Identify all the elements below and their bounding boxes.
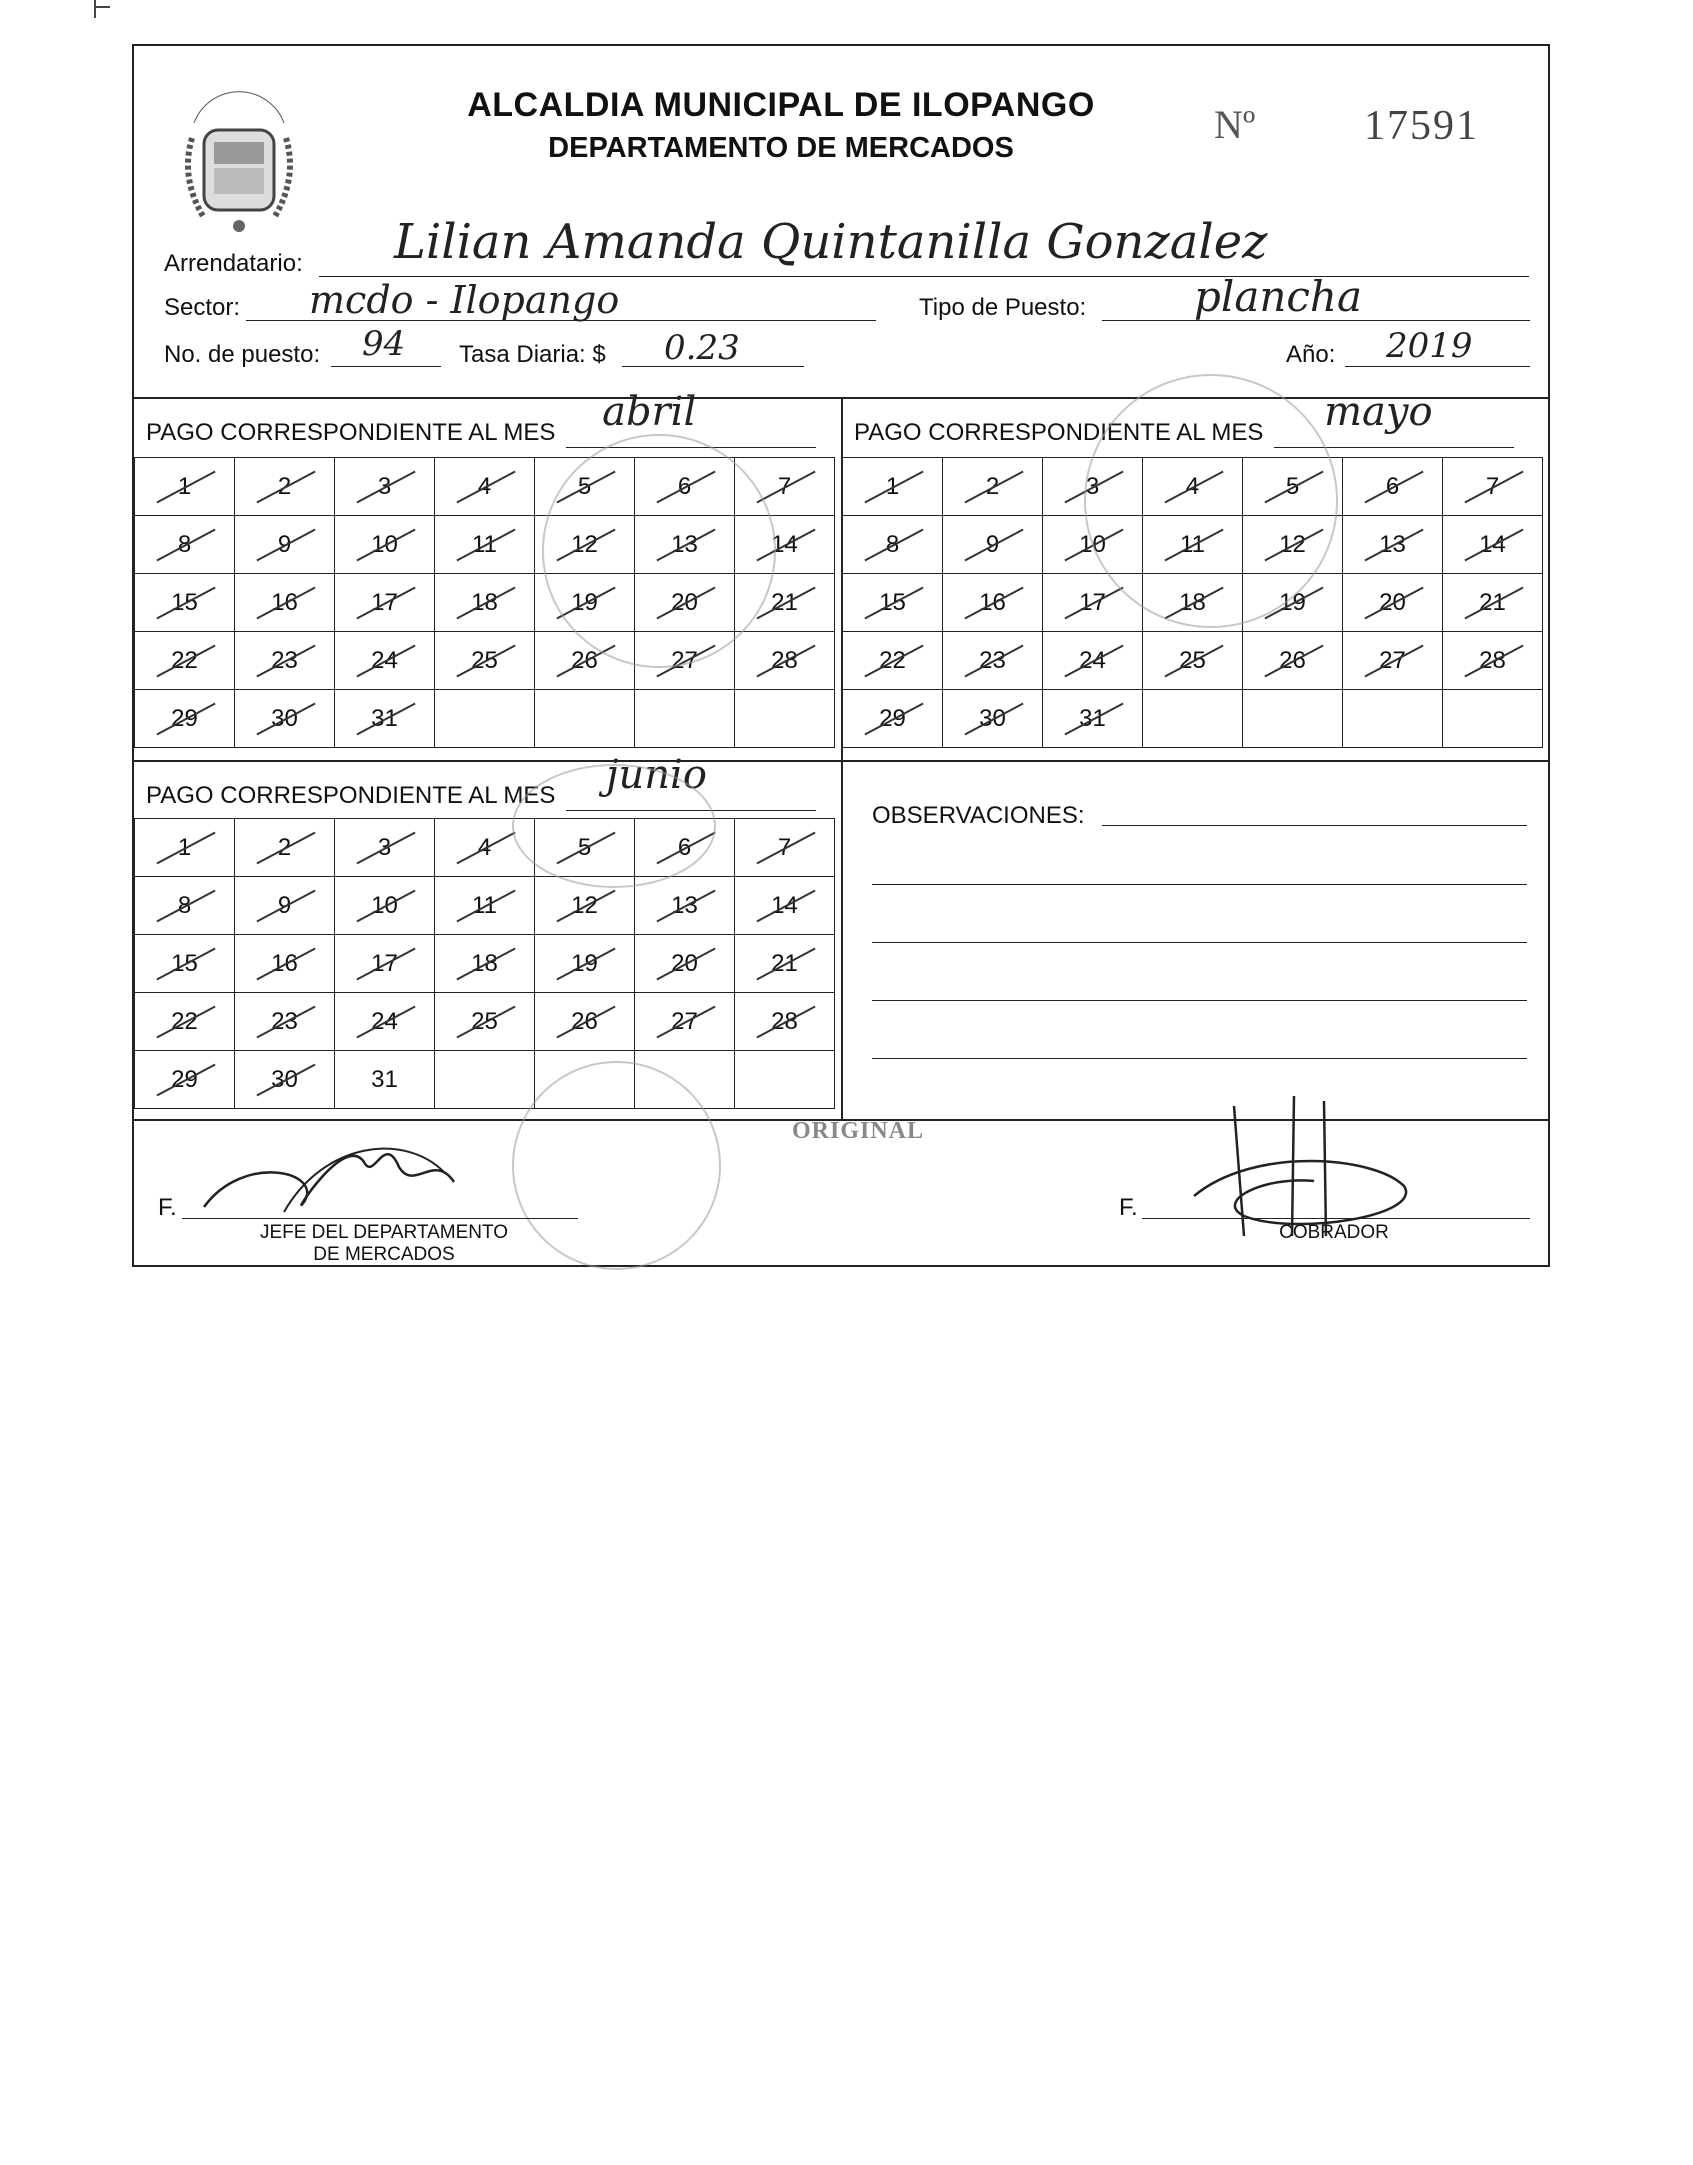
day-cell[interactable] [135, 877, 235, 935]
day-cell[interactable] [135, 993, 235, 1051]
day-cell[interactable] [1443, 516, 1543, 574]
day-cell[interactable] [943, 574, 1043, 632]
day-cell[interactable] [1143, 632, 1243, 690]
day-cell[interactable] [235, 632, 335, 690]
day-number: 15 [171, 949, 198, 977]
day-cell[interactable] [1343, 458, 1443, 516]
arrendatario-value[interactable]: Lilian Amanda Quintanilla Gonzalez [394, 214, 1268, 270]
month-name[interactable]: junio [606, 752, 707, 798]
day-number: 9 [277, 891, 292, 919]
day-cell[interactable] [735, 877, 835, 935]
crop-mark [94, 6, 110, 8]
day-number: 11 [1180, 530, 1205, 558]
day-number: 17 [371, 588, 398, 616]
tasa-label: Tasa Diaria: $ [459, 341, 606, 368]
day-number: 2 [277, 472, 292, 500]
day-number: 27 [671, 646, 698, 674]
month-name[interactable]: mayo [1324, 389, 1433, 435]
day-number: 22 [879, 646, 906, 674]
puesto-value[interactable]: 94 [362, 324, 406, 364]
day-number: 22 [171, 1007, 198, 1035]
empty-cell[interactable] [735, 1051, 835, 1109]
month-name[interactable]: abril [602, 389, 697, 435]
day-number: 18 [471, 949, 498, 977]
day-number: 6 [677, 833, 692, 861]
day-number: 23 [979, 646, 1006, 674]
days-row [135, 1051, 835, 1109]
day-cell[interactable] [735, 935, 835, 993]
days-row [135, 935, 835, 993]
day-number: 5 [577, 472, 592, 500]
empty-cell[interactable] [635, 690, 735, 748]
day-number: 1 [177, 472, 192, 500]
day-cell[interactable] [335, 993, 435, 1051]
day-cell[interactable] [135, 935, 235, 993]
day-number: 20 [1379, 588, 1406, 616]
day-cell[interactable] [335, 819, 435, 877]
day-cell[interactable] [235, 690, 335, 748]
day-cell[interactable] [843, 690, 943, 748]
empty-cell[interactable] [735, 690, 835, 748]
day-cell[interactable] [435, 877, 535, 935]
day-number: 23 [271, 646, 298, 674]
day-cell[interactable] [843, 574, 943, 632]
day-cell[interactable] [1043, 632, 1143, 690]
receipt-number-label: Nº [1214, 102, 1256, 147]
days-row [135, 819, 835, 877]
day-cell[interactable] [435, 458, 535, 516]
day-number: 13 [671, 530, 698, 558]
day-cell[interactable] [135, 690, 235, 748]
observaciones-line[interactable] [1102, 825, 1527, 826]
day-number: 16 [979, 588, 1006, 616]
day-cell[interactable] [135, 516, 235, 574]
day-cell[interactable] [135, 574, 235, 632]
day-number: 24 [1079, 646, 1106, 674]
day-cell[interactable] [1343, 632, 1443, 690]
day-cell[interactable] [943, 632, 1043, 690]
sector-label: Sector: [164, 294, 241, 321]
day-number: 21 [1479, 588, 1506, 616]
day-number: 17 [1079, 588, 1106, 616]
day-number: 23 [271, 1007, 298, 1035]
day-number: 28 [771, 646, 798, 674]
day-cell[interactable] [335, 935, 435, 993]
day-cell[interactable] [435, 574, 535, 632]
day-cell[interactable] [235, 516, 335, 574]
day-number: 5 [577, 833, 592, 861]
right-signature-mark [1174, 1086, 1434, 1246]
original-mark: ORIGINAL [792, 1118, 925, 1144]
day-cell[interactable] [235, 819, 335, 877]
day-number: 10 [371, 891, 398, 919]
day-cell[interactable] [1443, 574, 1543, 632]
day-number: 30 [979, 704, 1006, 732]
day-number: 30 [271, 1065, 298, 1093]
day-number: 27 [671, 1007, 698, 1035]
municipal-stamp [1084, 374, 1338, 628]
month-heading: PAGO CORRESPONDIENTE AL MES abril [146, 419, 816, 448]
day-number: 25 [1179, 646, 1206, 674]
day-number: 30 [271, 704, 298, 732]
observaciones-label: OBSERVACIONES: [872, 802, 1085, 829]
day-cell[interactable] [335, 458, 435, 516]
day-number: 14 [1479, 530, 1506, 558]
day-cell[interactable] [435, 993, 535, 1051]
anio-label: Año: [1286, 341, 1336, 368]
day-number: 2 [985, 472, 1000, 500]
tipo-puesto-label: Tipo de Puesto: [919, 294, 1087, 321]
municipal-stamp [512, 764, 716, 888]
day-number: 15 [171, 588, 198, 616]
day-number: 7 [777, 472, 792, 500]
day-number: 9 [277, 530, 292, 558]
day-cell[interactable] [735, 632, 835, 690]
day-cell[interactable] [235, 993, 335, 1051]
day-number: 19 [1279, 588, 1306, 616]
month-heading: PAGO CORRESPONDIENTE AL MES mayo [854, 419, 1514, 448]
right-signature-label: COBRADOR [1279, 1222, 1389, 1243]
day-cell[interactable] [735, 993, 835, 1051]
office-title: ALCALDIA MUNICIPAL DE ILOPANGO [467, 86, 1095, 124]
day-cell[interactable] [943, 516, 1043, 574]
empty-cell[interactable] [1343, 690, 1443, 748]
right-signature-prefix: F. [1119, 1194, 1138, 1221]
municipal-stamp [512, 1061, 721, 1270]
day-number: 25 [471, 646, 498, 674]
day-cell[interactable] [535, 993, 635, 1051]
day-number: 29 [171, 704, 198, 732]
day-number: 10 [1079, 530, 1106, 558]
day-cell[interactable] [843, 516, 943, 574]
day-number: 4 [477, 833, 492, 861]
observaciones-line[interactable] [872, 942, 1527, 943]
day-cell[interactable] [235, 877, 335, 935]
day-number: 16 [271, 588, 298, 616]
day-number: 6 [677, 472, 692, 500]
day-number: 31 [1079, 704, 1106, 732]
day-number: 1 [177, 833, 192, 861]
day-cell[interactable] [435, 516, 535, 574]
day-number: 8 [885, 530, 900, 558]
day-cell[interactable] [1043, 690, 1143, 748]
day-number: 13 [1379, 530, 1406, 558]
day-cell[interactable] [335, 1051, 435, 1109]
day-cell[interactable] [843, 458, 943, 516]
day-number: 8 [177, 530, 192, 558]
day-number: 3 [377, 833, 392, 861]
day-cell[interactable] [435, 632, 535, 690]
day-cell[interactable] [235, 1051, 335, 1109]
day-cell[interactable] [335, 632, 435, 690]
day-cell[interactable] [635, 993, 735, 1051]
day-number: 21 [771, 949, 798, 977]
observaciones-line[interactable] [872, 1000, 1527, 1001]
day-cell[interactable] [235, 935, 335, 993]
day-number: 24 [371, 646, 398, 674]
left-signature-mark [184, 1112, 484, 1232]
day-number: 10 [371, 530, 398, 558]
day-number: 31 [371, 704, 398, 732]
arrendatario-label: Arrendatario: [164, 250, 303, 277]
day-number: 17 [371, 949, 398, 977]
day-number: 26 [571, 1007, 598, 1035]
day-cell[interactable] [135, 1051, 235, 1109]
left-signature-prefix: F. [158, 1194, 177, 1221]
day-number: 4 [477, 472, 492, 500]
day-number: 14 [771, 530, 798, 558]
day-number: 16 [271, 949, 298, 977]
month-block-junio [134, 752, 841, 1119]
day-number: 28 [1479, 646, 1506, 674]
day-number: 24 [371, 1007, 398, 1035]
day-cell[interactable] [943, 458, 1043, 516]
anio-line [1345, 366, 1530, 367]
empty-cell[interactable] [1443, 690, 1543, 748]
day-cell[interactable] [135, 458, 235, 516]
observaciones-line[interactable] [872, 1058, 1527, 1059]
day-number: 11 [472, 891, 497, 919]
day-number: 2 [277, 833, 292, 861]
puesto-line [331, 366, 441, 367]
empty-cell[interactable] [535, 690, 635, 748]
day-cell[interactable] [635, 877, 735, 935]
day-number: 19 [571, 588, 598, 616]
day-number: 26 [571, 646, 598, 674]
day-cell[interactable] [335, 574, 435, 632]
day-number: 29 [879, 704, 906, 732]
day-number: 20 [671, 588, 698, 616]
day-cell[interactable] [943, 690, 1043, 748]
days-row [843, 632, 1543, 690]
days-grid [134, 818, 835, 1109]
day-number: 15 [879, 588, 906, 616]
day-number: 31 [371, 1065, 398, 1093]
day-number: 25 [471, 1007, 498, 1035]
day-number: 19 [571, 949, 598, 977]
day-number: 13 [671, 891, 698, 919]
day-cell[interactable] [1343, 516, 1443, 574]
day-number: 11 [472, 530, 497, 558]
day-number: 12 [571, 891, 598, 919]
puesto-label: No. de puesto: [164, 341, 321, 368]
empty-cell[interactable] [435, 1051, 535, 1109]
day-number: 14 [771, 891, 798, 919]
empty-cell[interactable] [435, 690, 535, 748]
tipo-puesto-value[interactable]: plancha [1194, 272, 1363, 321]
day-cell[interactable] [1343, 574, 1443, 632]
day-cell[interactable] [735, 819, 835, 877]
day-number: 3 [1085, 472, 1100, 500]
day-cell[interactable] [235, 458, 335, 516]
day-number: 22 [171, 646, 198, 674]
day-number: 4 [1185, 472, 1200, 500]
left-signature-label: JEFE DEL DEPARTAMENTO DE MERCADOS [259, 1222, 509, 1265]
day-number: 18 [471, 588, 498, 616]
empty-cell[interactable] [1243, 690, 1343, 748]
day-cell[interactable] [1443, 632, 1543, 690]
day-number: 29 [171, 1065, 198, 1093]
day-number: 18 [1179, 588, 1206, 616]
day-number: 27 [1379, 646, 1406, 674]
month-heading: PAGO CORRESPONDIENTE AL MES junio [146, 782, 816, 811]
day-number: 20 [671, 949, 698, 977]
day-cell[interactable] [435, 935, 535, 993]
municipal-stamp [542, 434, 776, 668]
day-cell[interactable] [135, 819, 235, 877]
days-row [135, 993, 835, 1051]
day-cell[interactable] [335, 877, 435, 935]
day-cell[interactable] [1443, 458, 1543, 516]
day-number: 21 [771, 588, 798, 616]
day-number: 8 [177, 891, 192, 919]
days-row [843, 690, 1543, 748]
day-number: 12 [1279, 530, 1306, 558]
day-cell[interactable] [1243, 632, 1343, 690]
tasa-value[interactable]: 0.23 [664, 328, 740, 368]
day-cell[interactable] [135, 632, 235, 690]
day-number: 5 [1285, 472, 1300, 500]
day-number: 7 [777, 833, 792, 861]
day-number: 6 [1385, 472, 1400, 500]
day-number: 26 [1279, 646, 1306, 674]
day-number: 28 [771, 1007, 798, 1035]
sector-value[interactable]: mcdo - Ilopango [309, 278, 620, 322]
day-cell[interactable] [235, 574, 335, 632]
days-row [135, 877, 835, 935]
day-number: 9 [985, 530, 1000, 558]
day-number: 12 [571, 530, 598, 558]
crop-mark [94, 0, 96, 18]
day-number: 1 [885, 472, 900, 500]
day-cell[interactable] [635, 935, 735, 993]
day-number: 3 [377, 472, 392, 500]
day-cell[interactable] [335, 516, 435, 574]
days-row [135, 690, 835, 748]
empty-cell[interactable] [1143, 690, 1243, 748]
observaciones-line[interactable] [872, 884, 1527, 885]
day-cell[interactable] [843, 632, 943, 690]
anio-value[interactable]: 2019 [1386, 326, 1473, 366]
day-cell[interactable] [335, 690, 435, 748]
day-cell[interactable] [535, 935, 635, 993]
receipt-form [132, 44, 1550, 1267]
receipt-number: 17591 [1364, 103, 1479, 149]
day-number: 7 [1485, 472, 1500, 500]
department-title: DEPARTAMENTO DE MERCADOS [548, 132, 1014, 164]
